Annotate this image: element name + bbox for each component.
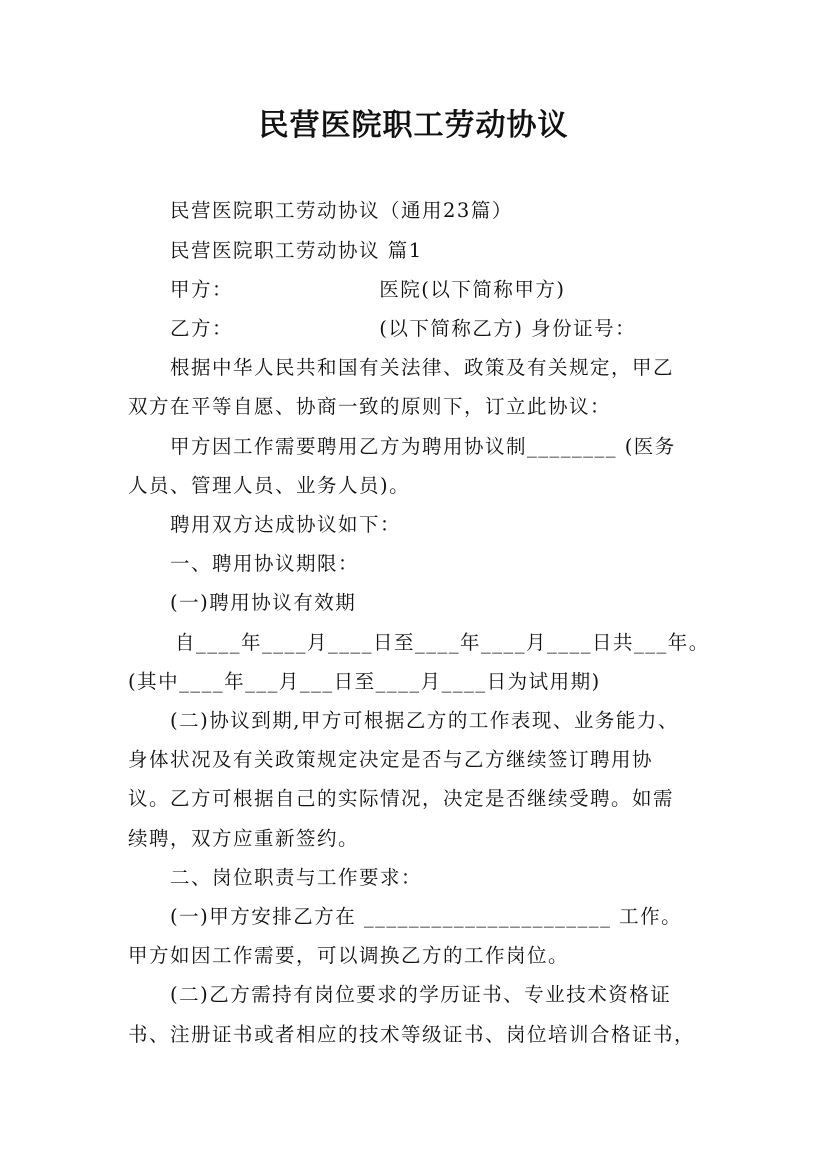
doc-line-section-1: 一、聘用协议期限：	[170, 552, 360, 575]
doc-line-basis-1: 根据中华人民共和国有关法律、政策及有关规定，甲乙	[170, 356, 675, 379]
doc-line-expiry-1: (二)协议到期,甲方可根据乙方的工作表现、业务能力、	[170, 709, 679, 732]
doc-line-part: 民营医院职工劳动协议 篇1	[170, 239, 423, 262]
doc-line-subtitle: 民营医院职工劳动协议（通用23篇）	[170, 199, 513, 222]
doc-line-party-b: 乙方： (以下简称乙方) 身份证号：	[170, 317, 637, 340]
doc-line-term-dates: 自____年____月____日至____年____月____日共___年。	[175, 631, 710, 654]
doc-line-expiry-2: 身体状况及有关政策规定决定是否与乙方继续签订聘用协	[128, 748, 654, 771]
doc-line-section-2: 二、岗位职责与工作要求：	[170, 866, 423, 889]
doc-line-employ-2: 人员、管理人员、业务人员)。	[128, 474, 411, 497]
doc-line-party-a: 甲方： 医院(以下简称甲方)	[170, 278, 566, 301]
doc-line-term: (一)聘用协议有效期	[170, 591, 357, 614]
doc-line-position-2: 甲方如因工作需要，可以调换乙方的工作岗位。	[128, 944, 570, 967]
doc-line-employ-1: 甲方因工作需要聘用乙方为聘用协议制________ (医务	[170, 435, 676, 458]
doc-line-expiry-4: 续聘，双方应重新签约。	[128, 827, 360, 850]
doc-line-basis-2: 双方在平等自愿、协商一致的原则下，订立此协议：	[128, 395, 612, 418]
doc-line-probation: (其中____年___月___日至____月____日为试用期)	[128, 670, 601, 693]
doc-line-cert-1: (二)乙方需持有岗位要求的学历证书、专业技术资格证	[170, 983, 672, 1006]
doc-line-expiry-3: 议。乙方可根据自己的实际情况，决定是否继续受聘。如需	[128, 787, 675, 810]
doc-line-agreement: 聘用双方达成协议如下：	[170, 513, 402, 536]
doc-line-cert-2: 书、注册证书或者相应的技术等级证书、岗位培训合格证书，	[128, 1023, 696, 1046]
doc-line-position-1: (一)甲方安排乙方在 ______________________ 工作。	[170, 905, 683, 928]
document-title: 民营医院职工劳动协议	[258, 108, 569, 143]
